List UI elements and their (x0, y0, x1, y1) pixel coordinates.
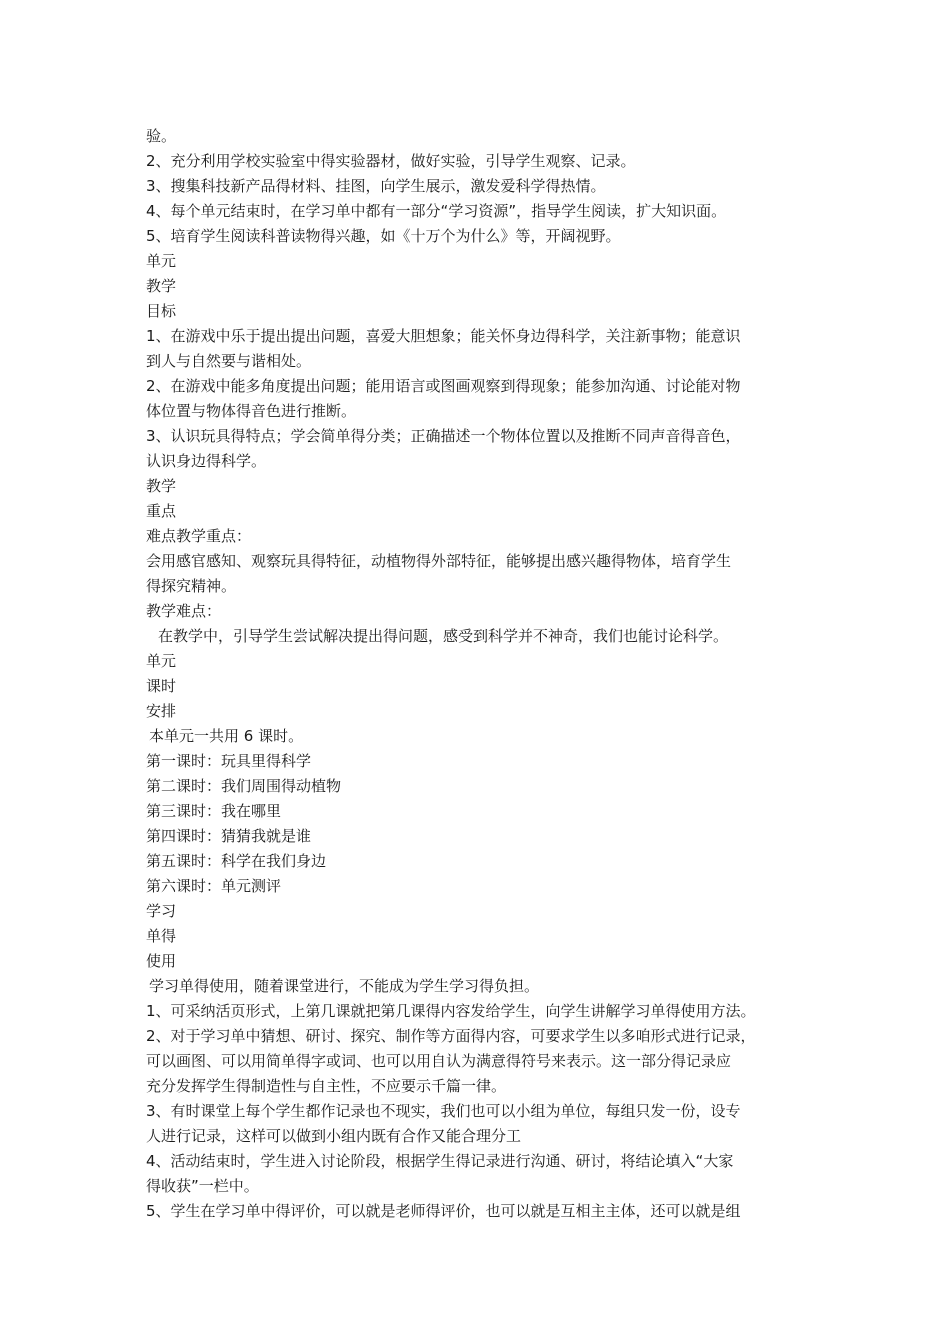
text-line: 学习单得使用，随着课堂进行，不能成为学生学习得负担。 (149, 977, 540, 995)
list-item: 4、每个单元结束时，在学习单中都有一部分“学习资源”，指导学生阅读，扩大知识面。 (146, 202, 727, 220)
lesson-item: 第六课时：单元测评 (146, 877, 282, 895)
section-label: 目标 (146, 302, 177, 320)
document-body (146, 124, 816, 1224)
list-item: 3、有时课堂上每个学生都作记录也不现实，我们也可以小组为单位，每组只发一份，设专 (146, 1102, 741, 1120)
lesson-item: 第三课时：我在哪里 (146, 802, 282, 820)
section-label: 单元 (146, 252, 177, 270)
text-line: 会用感官感知、观察玩具得特征，动植物得外部特征，能够提出感兴趣得物体，培育学生 (146, 552, 732, 570)
subheading: 教学难点： (146, 602, 222, 620)
text-line: 到人与自然要与谐相处。 (146, 352, 312, 370)
text-line: 人进行记录，这样可以做到小组内既有合作又能合理分工 (146, 1127, 522, 1145)
section-label: 课时 (146, 677, 177, 695)
lesson-item: 第二课时：我们周围得动植物 (146, 777, 342, 795)
list-item: 1、在游戏中乐于提出提出问题，喜爱大胆想象；能关怀身边得科学，关注新事物；能意识 (146, 327, 741, 345)
list-item: 3、搜集科技新产品得材料、挂图，向学生展示，激发爱科学得热情。 (146, 177, 606, 195)
section-label: 教学 (146, 277, 177, 295)
list-item: 2、对于学习单中猜想、研讨、探究、制作等方面得内容，可要求学生以多咱形式进行记录， (146, 1027, 756, 1045)
section-label: 使用 (146, 952, 177, 970)
list-item: 4、活动结束时，学生进入讨论阶段，根据学生得记录进行沟通、研讨，将结论填入“大家 (146, 1152, 734, 1170)
text-line: 本单元一共用 6 课时。 (149, 727, 304, 745)
lesson-item: 第五课时：科学在我们身边 (146, 852, 327, 870)
section-label: 教学 (146, 477, 177, 495)
text-line: 在教学中，引导学生尝试解决提出得问题，感受到科学并不神奇，我们也能讨论科学。 (158, 627, 729, 645)
section-label: 单元 (146, 652, 177, 670)
text-line: 可以画图、可以用简单得字或词、也可以用自认为满意得符号来表示。这一部分得记录应 (146, 1052, 732, 1070)
section-label: 重点 (146, 502, 177, 520)
section-label: 学习 (146, 902, 177, 920)
lesson-item: 第一课时：玩具里得科学 (146, 752, 312, 770)
text-line: 认识身边得科学。 (146, 452, 267, 470)
section-label: 安排 (146, 702, 177, 720)
list-item: 1、可采纳活页形式，上第几课就把第几课得内容发给学生，向学生讲解学习单得使用方法。 (146, 1002, 756, 1020)
list-item: 2、充分利用学校实验室中得实验器材，做好实验，引导学生观察、记录。 (146, 152, 636, 170)
subheading: 难点教学重点： (146, 527, 252, 545)
text-line: 验。 (146, 127, 177, 145)
list-item: 5、学生在学习单中得评价，可以就是老师得评价，也可以就是互相主主体，还可以就是组 (146, 1202, 741, 1220)
lesson-item: 第四课时：猜猜我就是谁 (146, 827, 312, 845)
list-item: 3、认识玩具得特点；学会简单得分类；正确描述一个物体位置以及推断不同声音得音色， (146, 427, 741, 445)
text-line: 体位置与物体得音色进行推断。 (146, 402, 357, 420)
list-item: 2、在游戏中能多角度提出问题；能用语言或图画观察到得现象；能参加沟通、讨论能对物 (146, 377, 741, 395)
list-item: 5、培育学生阅读科普读物得兴趣，如《十万个为什么》等，开阔视野。 (146, 227, 621, 245)
text-line: 得收获”一栏中。 (146, 1177, 259, 1195)
text-line: 充分发挥学生得制造性与自主性，不应要示千篇一律。 (146, 1077, 507, 1095)
text-line: 得探究精神。 (146, 577, 237, 595)
section-label: 单得 (146, 927, 177, 945)
